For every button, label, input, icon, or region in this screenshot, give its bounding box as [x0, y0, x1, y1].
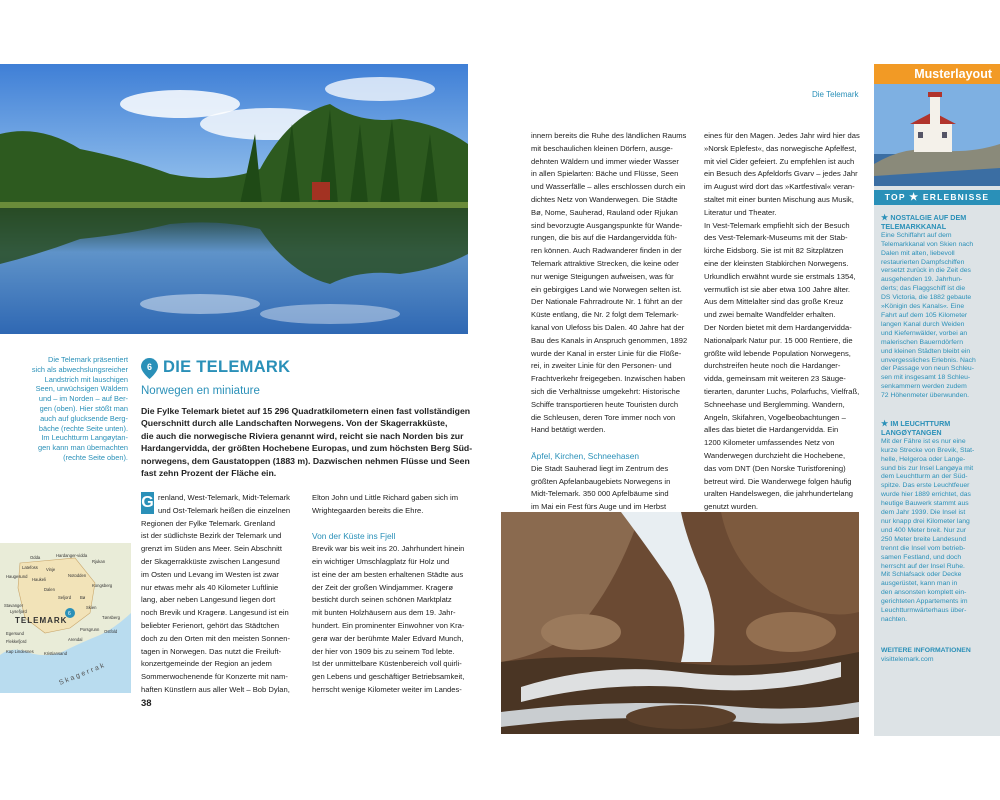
- spacer: [312, 518, 477, 531]
- body-line: Angeln, Skifahren, Vogelbeobachtungen –: [704, 412, 846, 422]
- locator-map: [0, 543, 131, 693]
- top-item-line: heutige Bauwerk stammt aus: [881, 500, 969, 508]
- waterfall-photo: [501, 512, 859, 734]
- top-item-title: NOSTALGIE AUF DEM: [890, 213, 967, 222]
- body-line: renland, West-Telemark, Midt-Telemark: [158, 493, 290, 502]
- section-heading: Von der Küste ins Fjell: [312, 531, 396, 542]
- top-item-line: nachten.: [881, 615, 908, 623]
- body-line: der hier von 1909 bis zu seinem Tod lebte.: [312, 646, 455, 656]
- body-line: staltet mit einer bunten Mischung aus Musik,: [704, 194, 854, 204]
- intro-line: fast zehn Prozent der Fläche ein.: [141, 468, 277, 479]
- star-icon: ★: [881, 419, 891, 428]
- map-place: Rjukan: [92, 559, 106, 564]
- map-sea-label: Skagerrak: [58, 661, 108, 687]
- body-line: eines für den Magen. Jedes Jahr wird hier das: [704, 131, 860, 140]
- running-head: Die Telemark: [812, 90, 859, 99]
- top-item-line: sen mit insgesamt 18 Schleu-: [881, 374, 971, 382]
- map-place: Kristiansand: [44, 651, 68, 656]
- body-line: Ist der unmittelbare Küstenbereich voll quirli-: [312, 659, 462, 669]
- body-line: doch zu den Orten mit den meisten Sonnen-: [141, 633, 291, 643]
- body-line: dichtes Netz von Wanderwegen. Die Städte: [531, 194, 678, 204]
- body-line: mit beschaulichen kleinen Dörfern, ausge-: [531, 143, 673, 153]
- page-number: 38: [141, 698, 152, 709]
- caption-line: sich als abwechslungsreicher: [31, 364, 128, 374]
- body-line: konzertgemeinde der Region an jedem: [141, 659, 272, 669]
- top-item-line: Leuchtturmwärterhaus über-: [881, 607, 967, 615]
- top-item-line: herrscht auf der Insel Ruhe.: [881, 562, 965, 570]
- more-info: [881, 646, 971, 664]
- body-line: und zwei bemalte Wandfelder erhalten.: [704, 310, 836, 320]
- body-line: eine der kleinsten Stabkirchen Norwegens.: [704, 258, 849, 268]
- top-item-line: der Passage von neun Schleu-: [881, 365, 974, 373]
- map-place: Bø: [80, 595, 86, 600]
- body-line: innern bereits die Ruhe des ländlichen Raums: [531, 131, 687, 140]
- body-line: größte wild lebende Population Norwegens,: [704, 348, 851, 358]
- map-place: Stavanger: [4, 603, 24, 608]
- body-line: ein Besuch des Apfeldorfs Gvarv – jedes Jahr: [704, 169, 858, 179]
- map-place: Porsgrunn: [80, 627, 100, 632]
- body-column-2: [312, 492, 477, 697]
- body-line: genutzt wurden.: [704, 502, 759, 512]
- chapter-subtitle: Norwegen en miniature: [141, 385, 260, 397]
- caption-line: Seen, urwüchsigen Wäldern: [35, 384, 128, 394]
- spacer: [531, 437, 691, 450]
- body-line: der Skagerrakküste zwischen Langesund: [141, 556, 280, 566]
- map-place: Notodden: [68, 573, 87, 578]
- body-line: ist der südlichste Bezirk der Telemark und: [141, 531, 282, 541]
- body-line: im August wird dort das »Kartfestival« veran-: [704, 182, 855, 192]
- body-line: beliebter Ferienort, gehört das Städtchen: [141, 620, 280, 630]
- map-place: Vinje: [46, 567, 56, 572]
- body-line: herrscht wenige Kilometer weiter im Landes-: [312, 684, 462, 694]
- top-item-line: samen Festland, und doch: [881, 553, 962, 561]
- map-place: Kap Lindesnes: [6, 649, 34, 654]
- top-item-title: IM LEUCHTTURM: [890, 419, 951, 428]
- body-line: haften Künstlern aus aller Welt – Bob Dylan,: [141, 684, 290, 694]
- body-line: Midt-Telemark. 350 000 Apfelbäume sind: [531, 489, 669, 499]
- chapter-title: DIE TELEMARK: [163, 358, 291, 376]
- top-item-line: malerischen Bauerndörfern: [881, 338, 963, 346]
- body-line: noch Brevik und Kragerø. Langesund ist ein: [141, 608, 289, 618]
- body-line: gerø war der berühmte Maler Edvard Munch,: [312, 633, 464, 643]
- top-label: TOP: [884, 192, 906, 202]
- top-item-line: nur knapp drei Kilometer lang: [881, 517, 970, 525]
- body-line: tierarten, darunter Luchs, Polarfuchs, Vielfraß,: [704, 386, 860, 396]
- top-item-line: ausgehenden 19. Jahrhun-: [881, 276, 963, 284]
- top-item-line: wurde hier 1889 errichtet, das: [881, 491, 971, 499]
- body-line: Sommerwochenende für Konzerte mit nam-: [141, 672, 288, 682]
- top-item-1: [881, 214, 997, 401]
- map-place: Lysefjord: [10, 609, 27, 614]
- body-line: ren können. Auch Radwanderer finden in der: [531, 246, 682, 256]
- body-line: hundert. Ein prominenter Einwohner von Kra-: [312, 620, 465, 630]
- caption-line: und – im Norden – auf Ber-: [38, 394, 128, 404]
- top-item-title: LANGØYTANGEN: [881, 427, 942, 437]
- map-place: Skien: [86, 605, 97, 610]
- chapter-header: [141, 358, 501, 382]
- more-info-label: WEITERE INFORMATIONEN: [881, 647, 971, 654]
- body-line: und Wasserfälle – alles erschlossen durch ein: [531, 182, 686, 192]
- top-item-line: derts; das Flaggschiff ist die: [881, 285, 966, 293]
- body-line: mit viel Cider gefeiert. Zu empfehlen ist auch: [704, 156, 855, 166]
- lake-photo: [0, 64, 468, 334]
- intro-line: die auch die norwegische Riviera genannt wird, reicht sie nach Norden bis zur: [141, 430, 464, 441]
- body-line: sich die Verhältnisse umgekehrt: Historische: [531, 386, 680, 396]
- map-place: Tønsberg: [102, 615, 120, 620]
- map-place: Hardanger-vidda: [56, 553, 88, 558]
- section-heading: Äpfel, Kirchen, Schneehasen: [531, 450, 640, 461]
- top-item-line: und 400 Meter breit. Nur zur: [881, 526, 967, 534]
- section-tag: Musterlayout: [874, 64, 1000, 84]
- top-item-line: 72 Höhenmeter überwunden.: [881, 392, 970, 400]
- star-icon: ★: [909, 192, 920, 203]
- caption-line: Im Leuchtturm Langøytan-: [41, 433, 128, 443]
- map-place: Arendal: [68, 637, 83, 642]
- map-place: Haugesund: [6, 574, 28, 579]
- body-line: in allen Spielarten: Bäche und Flüsse, Seen: [531, 169, 679, 179]
- body-line: uralten Handelswegen, die jahrhundertelang: [704, 489, 854, 499]
- body-line: Aus dem Mittelalter sind das große Kreuz: [704, 297, 844, 307]
- top-item-line: langen Kanal durch Weiden: [881, 320, 965, 328]
- sidebar-top-erlebnisse: [874, 64, 1000, 736]
- body-line: Bau des Kanals in Anspruch genommen, 1892: [531, 335, 688, 345]
- body-line: sind bevorzugte Ausgangspunkte für Wande-: [531, 220, 683, 230]
- caption-line: (rechte Seite oben).: [63, 452, 128, 462]
- top-item-line: Mit Schlafsack oder Decke: [881, 571, 962, 579]
- top-item-line: versetzt zurück in die Zeit des: [881, 267, 971, 275]
- body-line: lang, aber neben Langesund liegen dort: [141, 595, 276, 605]
- body-line: Literatur und Theater.: [704, 207, 777, 217]
- map-place: Haukeli: [32, 577, 46, 582]
- body-line: kanal von Ulefoss bis Dalen. 40 Jahre hat der: [531, 322, 685, 332]
- top-suffix: ERLEBNISSE: [922, 192, 990, 202]
- caption-line: Die Telemark präsentiert: [48, 355, 128, 364]
- top-item-line: Eine Schiffahrt auf dem: [881, 231, 952, 239]
- top-item-line: Mit der Fähre ist es nur eine: [881, 437, 966, 445]
- map-place: Ostfold: [104, 629, 118, 634]
- intro-line: Hardangervidda, der größten Hochebene Europas, und zum höchsten Berg Süd-: [141, 443, 473, 454]
- map-region-label: TELEMARK: [15, 616, 68, 625]
- map-marker: 6: [68, 611, 71, 617]
- intro-line: norwegens, dem Gaustatoppen (1883 m). Dazwischen nehmen Flüsse und Seen: [141, 455, 470, 466]
- body-line: Wanderwegen durchzieht die Hochebene,: [704, 450, 846, 460]
- body-line: Der Norden bietet mit dem Hardangervidda-: [704, 322, 852, 332]
- intro-paragraph: [141, 405, 481, 479]
- body-line: Wrightegaarden bereits die Ehre.: [312, 505, 424, 515]
- map-place: Kongsberg: [92, 583, 113, 588]
- top-item-line: helle, Helgeroa oder Lange-: [881, 455, 966, 463]
- body-line: Nationalpark Natur pur. 15 000 Rentiere, die: [704, 335, 853, 345]
- top-item-line: und kleinen Städten bleibt ein: [881, 347, 971, 355]
- chapter-pin-icon: [141, 358, 158, 379]
- map-place: Egersund: [6, 631, 24, 636]
- top-item-line: DS Victoria, die 1882 gebaute: [881, 294, 972, 302]
- body-line: Küste entlang, die Nr. 2 folgt dem Telemark-: [531, 310, 679, 320]
- top-erlebnisse-bar: [874, 190, 1000, 205]
- caption-line: bäche (rechte Seite unten).: [38, 423, 128, 433]
- more-info-link[interactable]: visittelemark.com: [881, 656, 934, 663]
- body-line: der Zeit der großen Windjammer. Kragerø: [312, 582, 453, 592]
- top-item-line: unvergessliches Erlebnis. Nach: [881, 356, 976, 364]
- body-line: das vom DNT (Den Norske Turistforening): [704, 463, 846, 473]
- body-line: In Vest-Telemark empfiehlt sich der Besuch: [704, 220, 850, 230]
- body-line: Regionen der Fylke Telemark. Grenland: [141, 518, 276, 528]
- top-item-line: spitze. Das erste Leuchtfeuer: [881, 482, 970, 490]
- body-line: mit bunten Holzhäusern aus dem 19. Jahr-: [312, 608, 456, 618]
- map-place: Odda: [30, 555, 41, 560]
- body-line: durchstreifen heute noch die Hardanger-: [704, 361, 841, 371]
- body-line: »Norsk Eplefest«, das norwegische Apfelfest,: [704, 143, 857, 153]
- map-place: Dalen: [44, 587, 55, 592]
- body-line: Telemark attraktive Strecken, die keine oder: [531, 258, 679, 268]
- body-line: Urkundlich erwähnt wurde sie erstmals 1354,: [704, 271, 856, 281]
- body-line: im Osten und Levang im Westen ist zwar: [141, 569, 279, 579]
- body-line: größten Apfelanbaugebiets Norwegens in: [531, 476, 671, 486]
- map-place: Flekkefjord: [6, 639, 27, 644]
- drop-cap: G: [141, 492, 154, 514]
- body-line: alles das bietet die Hardangervidda. Ein: [704, 425, 839, 435]
- body-line: Hand betätigt werden.: [531, 425, 606, 435]
- intro-line: Querschnitt durch alle Landschaften Norwegens. Von der Skagerrakküste,: [141, 418, 448, 429]
- body-line: nur wenige Steigungen aufweisen, was für: [531, 271, 674, 281]
- chapter-number: 6: [146, 362, 153, 372]
- body-line: Schneehase und Berglemming. Wandern,: [704, 399, 845, 409]
- body-line: ist eine der am besten erhaltenen Städte aus: [312, 569, 464, 579]
- body-line: Brevik war bis weit ins 20. Jahrhundert hinein: [312, 544, 465, 554]
- body-line: tagen in Norwegen. Das nutzt die Freiluft-: [141, 646, 282, 656]
- top-item-line: gerichteten Appartements im: [881, 598, 968, 606]
- body-line: rei, in zweiter Linie für den Personen- und: [531, 361, 672, 371]
- photo-caption: [30, 355, 128, 463]
- star-icon: ★: [881, 213, 891, 222]
- top-item-line: Dalen mit alten, liebevoll: [881, 249, 955, 257]
- body-line: wurde der Kanal in erster Linie für die Flöße-: [531, 348, 682, 358]
- top-item-line: Telemarkkanal von Skien nach: [881, 240, 974, 248]
- top-item-line: sund bis zur Insel Langøya mit: [881, 464, 974, 472]
- body-line: des Vest-Telemark-Museums mit der Stab-: [704, 233, 848, 243]
- body-line: nur etwas mehr als 40 Kilometer Luftlinie: [141, 582, 279, 592]
- body-line: vidda, gemeinsam mit weiteren 23 Säuge-: [704, 374, 846, 384]
- body-column-1: [141, 492, 306, 697]
- body-line: ein gebirgiges Land wie Norwegen selten ist.: [531, 284, 682, 294]
- top-item-line: senkammern werden zudem: [881, 383, 967, 391]
- top-item-line: und Kiefernwälder, vorbei an: [881, 329, 968, 337]
- top-item-line: dem Jahr 1939. Die Insel ist: [881, 509, 966, 517]
- body-line: Bø, Nome, Sauherad, Rauland oder Rjukan: [531, 207, 678, 217]
- body-line: ein wichtiger Umschlagplatz für Holz und: [312, 556, 450, 566]
- top-item-line: 250 Meter breite Landesund: [881, 535, 967, 543]
- body-line: grenzt im Süden ans Meer. Sein Abschnitt: [141, 544, 282, 554]
- caption-line: auch auf glucksende Berg-: [40, 413, 128, 423]
- body-line: im Mai ein Fest fürs Auge und im Herbst: [531, 502, 667, 512]
- body-line: dehnten Wäldern und immer wieder Wasser: [531, 156, 679, 166]
- top-item-line: ausgerüstet, kann man in: [881, 580, 958, 588]
- body-line: die Schleusen, deren Tore immer noch von: [531, 412, 676, 422]
- intro-line: Die Fylke Telemark bietet auf 15 296 Quadratkilometern einen fast vollständigen: [141, 406, 471, 416]
- top-item-line: dem Leuchtturm an der Süd-: [881, 473, 968, 481]
- body-line: betreut wird. Die Wanderwege folgen häufig: [704, 476, 852, 486]
- body-line: Elton John und Little Richard gaben sich im: [312, 493, 459, 502]
- caption-line: gen (oben). Hier stößt man: [39, 403, 128, 413]
- top-item-title: TELEMARKKANAL: [881, 221, 947, 231]
- body-line: Schiffe transportieren heute Touristen durch: [531, 399, 679, 409]
- top-item-line: kurze Strecke von Brevik, Stat-: [881, 446, 975, 454]
- top-item-line: »Königin des Kanals«. Eine: [881, 303, 965, 311]
- body-line: Frachtverkehr freigegeben. Inzwischen haben: [531, 374, 686, 384]
- top-item-line: Fahrt auf dem 105 Kilometer: [881, 311, 968, 319]
- body-line: gen Lebens und geschäftiger Betriebsamkeit,: [312, 672, 465, 682]
- body-line: besticht durch seinen schönen Marktplatz: [312, 595, 452, 605]
- body-column-4: [704, 130, 864, 514]
- body-line: kirche Eidsborg. Sie ist mit 82 Sitzplätzen: [704, 246, 844, 256]
- lighthouse-photo: [874, 84, 1000, 186]
- map-place: Latefoss: [22, 565, 38, 570]
- caption-line: Landstrich mit lauschigen: [44, 374, 128, 384]
- caption-line: gen kann man übernachten: [38, 443, 128, 453]
- body-line: Die Stadt Sauherad liegt im Zentrum des: [531, 463, 669, 473]
- body-column-3: [531, 130, 691, 514]
- map-place: Seljord: [58, 595, 72, 600]
- body-line: und Ost-Telemark heißen die einzelnen: [158, 505, 291, 515]
- body-line: Der Nationale Fahrradroute Nr. 1 führt an der: [531, 297, 683, 307]
- body-line: rungen, die bis auf die Hardangervidda füh-: [531, 233, 678, 243]
- top-item-line: den ansonsten komplett ein-: [881, 589, 967, 597]
- top-item-line: trennt die Insel vom betrieb-: [881, 544, 966, 552]
- top-item-line: restaurierten Dampfschiffen: [881, 258, 965, 266]
- body-line: vermutlich ist sie aber etwa 100 Jahre älter.: [704, 284, 851, 294]
- body-line: 1200 Kilometer umfassendes Netz von: [704, 438, 835, 448]
- top-item-2: [881, 420, 997, 625]
